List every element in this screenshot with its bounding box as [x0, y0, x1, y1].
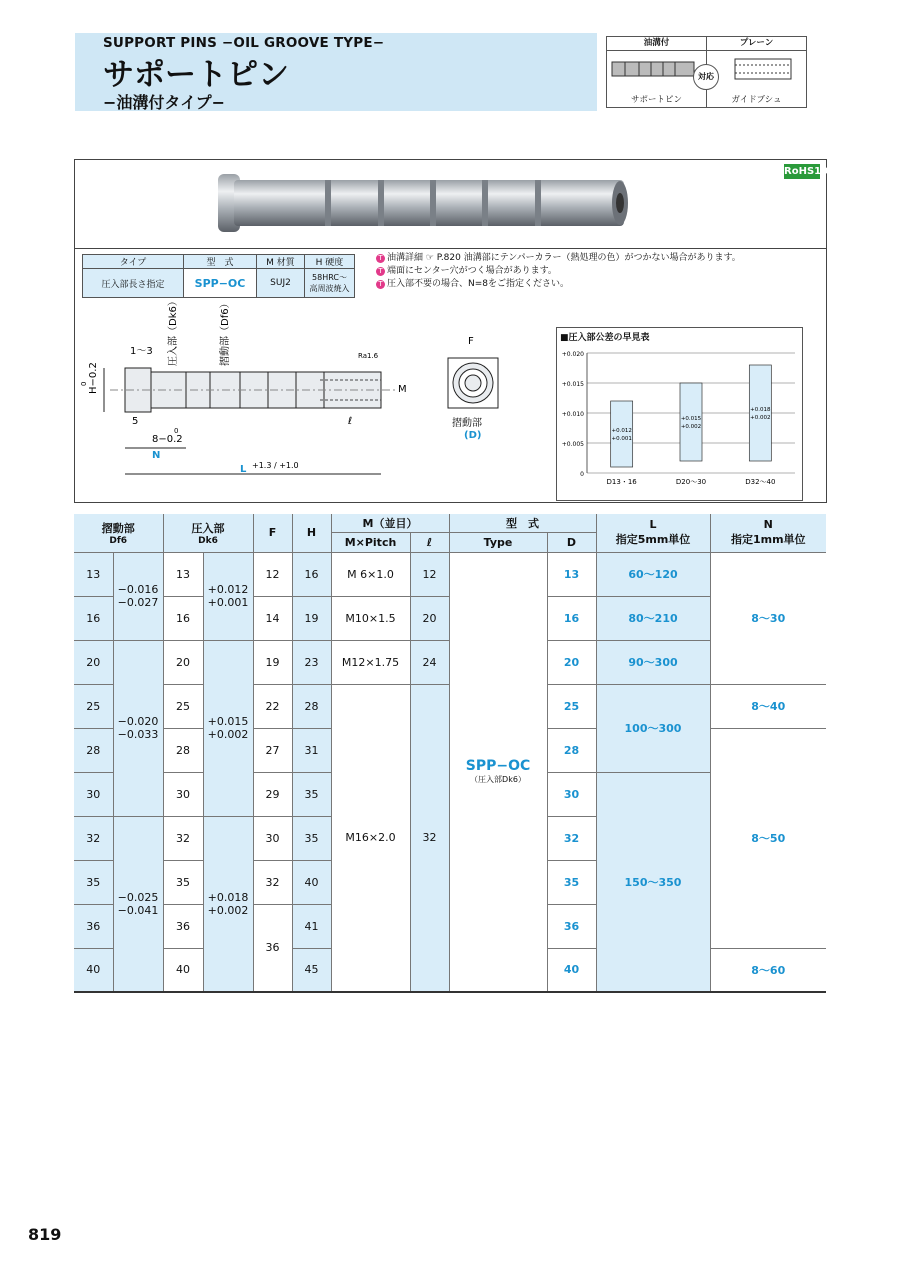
chart-category: D32～40: [745, 478, 776, 486]
product-photo: [210, 172, 630, 234]
slide-section-label: 摺動部: [452, 418, 482, 429]
td-model: SPP−OC: [184, 269, 257, 298]
cell-l: 100～300: [596, 684, 710, 772]
cell-slide: 13: [74, 552, 113, 596]
h-n-sub: 指定1mm単位: [730, 533, 806, 547]
h-ell: ℓ: [410, 532, 449, 552]
type-sub: （圧入部Dk6）: [470, 775, 526, 785]
cell-d: 36: [547, 904, 596, 948]
compat-badge: 対応: [693, 64, 719, 90]
cell-l: 60～120: [596, 552, 710, 596]
cell-d: 25: [547, 684, 596, 728]
cell-ell: 20: [410, 596, 449, 640]
chart-data-label: +0.001: [611, 436, 632, 442]
chart-data-label: +0.002: [750, 415, 771, 421]
h-l: L: [649, 518, 657, 532]
l-tol: +1.3 / +1.0: [252, 461, 299, 470]
technical-drawing: [80, 296, 540, 490]
cell-f: 12: [253, 552, 292, 596]
cell-l: 80～210: [596, 596, 710, 640]
cell-n: 8～40: [710, 684, 826, 728]
cell-press: 32: [163, 816, 203, 860]
title-japanese: サポートピン: [103, 57, 289, 93]
cell-press: 16: [163, 596, 203, 640]
rohs-badge: RoHS10: [784, 166, 829, 177]
cell-slide: 36: [74, 904, 113, 948]
tol-b-upper: −0.020: [117, 715, 159, 728]
cell-h: 28: [292, 684, 331, 728]
cell-n: 8～50: [710, 728, 826, 948]
cell-m: M 6×1.0: [331, 552, 410, 596]
compatibility-box: [606, 36, 807, 108]
cell-press: 36: [163, 904, 203, 948]
cell-h: 45: [292, 948, 331, 992]
tol-b-lower: −0.033: [117, 728, 159, 741]
chart-bar: [611, 401, 633, 467]
compat-label-bush: ガイドブシュ: [731, 95, 782, 105]
th-type: タイプ: [83, 255, 184, 269]
chart-bar: [749, 365, 771, 461]
cell-f: 30: [253, 816, 292, 860]
chart-ytick: +0.020: [561, 351, 584, 358]
cell-press: 40: [163, 948, 203, 992]
cell-slide: 35: [74, 860, 113, 904]
cell-slide: 32: [74, 816, 113, 860]
type-table: [82, 254, 355, 298]
chart-ytick: +0.010: [561, 411, 584, 418]
ra-label: Ra1.6: [358, 352, 379, 360]
td-hardness-2: 高周波焼入: [309, 284, 350, 293]
ptol-a-upper: +0.012: [207, 583, 249, 596]
tol-a-upper: −0.016: [117, 583, 159, 596]
cell-f: 19: [253, 640, 292, 684]
ptol-c-lower: +0.002: [207, 903, 249, 917]
cell-d: 20: [547, 640, 596, 684]
cell-f: 32: [253, 860, 292, 904]
compat-col-oil: 油溝付: [607, 37, 707, 51]
type-value: SPP−OC: [465, 758, 531, 775]
cell-d: 32: [547, 816, 596, 860]
guide-bush-icon: [733, 55, 797, 83]
cell-f: 14: [253, 596, 292, 640]
subtitle: −油溝付タイプ−: [103, 93, 226, 112]
chart-bar: [680, 383, 702, 461]
chart-data-label: +0.012: [611, 428, 632, 434]
cell-h: 41: [292, 904, 331, 948]
cell-f: 29: [253, 772, 292, 816]
chart-ytick: +0.005: [561, 441, 584, 448]
th-material: M 材質: [257, 255, 305, 269]
cell-m: M10×1.5: [331, 596, 410, 640]
slide-label: 摺動部（Df6）: [220, 298, 231, 366]
cell-n: 8～60: [710, 948, 826, 992]
press-label: 圧入部（Dk6）: [168, 296, 179, 366]
compat-col-plain: プレーン: [707, 37, 806, 51]
cell-d: 28: [547, 728, 596, 772]
cell-n: 8～30: [710, 552, 826, 684]
f-label: F: [468, 336, 474, 347]
h-type: Type: [449, 532, 547, 552]
h-press-sub: Dk6: [198, 535, 218, 546]
chart-svg: [557, 328, 802, 500]
cell-h: 31: [292, 728, 331, 772]
h-tol-zero: 0: [80, 381, 88, 386]
cell-press: 13: [163, 552, 203, 596]
cell-h: 16: [292, 552, 331, 596]
chart-ytick: 0: [580, 471, 584, 478]
h-press: 圧入部: [191, 521, 225, 535]
dim-8-zero: 0: [174, 427, 179, 435]
cell-d: 40: [547, 948, 596, 992]
ptol-c-upper: +0.018: [207, 890, 249, 904]
cell-slide: 28: [74, 728, 113, 772]
cell-l: 150～350: [596, 772, 710, 992]
cell-press: 30: [163, 772, 203, 816]
cell-f: 27: [253, 728, 292, 772]
cell-f: 22: [253, 684, 292, 728]
cell-press: 28: [163, 728, 203, 772]
ptol-b-lower: +0.002: [207, 728, 249, 741]
chart-data-label: +0.015: [680, 416, 702, 422]
th-model: 型 式: [184, 255, 257, 269]
cell-ell: 32: [410, 684, 449, 992]
ell-label: ℓ: [348, 416, 353, 427]
cell-press: 25: [163, 684, 203, 728]
page-number: 819: [28, 1225, 62, 1244]
chart-title: ■圧入部公差の早見表: [560, 333, 650, 343]
ptol-a-lower: +0.001: [207, 596, 249, 609]
h-kata: 型 式: [449, 514, 596, 532]
cell-slide: 40: [74, 948, 113, 992]
cell-l: 90～300: [596, 640, 710, 684]
h-h: H: [292, 514, 331, 552]
ptol-b-upper: +0.015: [207, 715, 249, 728]
cell-ell: 12: [410, 552, 449, 596]
title-english: SUPPORT PINS −OIL GROOVE TYPE−: [103, 35, 385, 51]
dim-5: 5: [132, 416, 139, 427]
cell-d: 35: [547, 860, 596, 904]
spec-table: [74, 514, 826, 993]
tol-c-lower: −0.041: [117, 903, 159, 917]
compat-label-pin: サポートピン: [630, 95, 682, 105]
n-label: N: [152, 450, 161, 461]
cell-f: 36: [253, 904, 292, 992]
h-slide: 摺動部: [101, 521, 135, 535]
chart-data-label: +0.002: [680, 424, 702, 430]
chart-ytick: +0.015: [561, 381, 584, 388]
h-m: M（並目）: [331, 514, 449, 532]
tol-a-lower: −0.027: [117, 596, 159, 609]
chart-category: D20～30: [675, 478, 707, 486]
support-pin-icon: [611, 57, 701, 83]
chart-data-label: +0.018: [750, 407, 771, 413]
dim-8: 8−0.2: [152, 434, 183, 445]
cell-slide: 25: [74, 684, 113, 728]
m-label: M: [398, 384, 407, 395]
cell-h: 35: [292, 772, 331, 816]
td-material: SUJ2: [257, 269, 305, 298]
cell-press: 20: [163, 640, 203, 684]
h-d: D: [547, 532, 596, 552]
h-f: F: [253, 514, 292, 552]
cell-d: 16: [547, 596, 596, 640]
cell-slide: 16: [74, 596, 113, 640]
td-hardness-1: 58HRC～: [312, 273, 347, 282]
cell-h: 40: [292, 860, 331, 904]
cell-slide: 20: [74, 640, 113, 684]
cell-d: 13: [547, 552, 596, 596]
title-banner: [75, 33, 597, 111]
h-slide-sub: Df6: [109, 535, 128, 546]
cell-press: 35: [163, 860, 203, 904]
cell-h: 23: [292, 640, 331, 684]
tol-c-upper: −0.025: [117, 890, 159, 904]
cell-m: M16×2.0: [331, 684, 410, 992]
h-l-sub: 指定5mm単位: [615, 533, 691, 547]
tolerance-chart: [556, 327, 803, 501]
note-2: 端面にセンター穴がつく場合があります。: [387, 266, 557, 276]
note-marker-icon: T: [376, 280, 385, 289]
dim-1to3: 1～3: [130, 346, 153, 357]
td-type: 圧入部長さ指定: [83, 269, 184, 298]
th-hardness: H 硬度: [305, 255, 355, 269]
note-marker-icon: T: [376, 254, 385, 263]
notes: [376, 252, 741, 291]
cell-m: M12×1.75: [331, 640, 410, 684]
cell-h: 19: [292, 596, 331, 640]
note-marker-icon: T: [376, 267, 385, 276]
cell-slide: 30: [74, 772, 113, 816]
h-n: N: [763, 518, 773, 532]
chart-category: D13・16: [606, 478, 637, 486]
d-label: (D): [464, 430, 482, 441]
note-3: 圧入部不要の場合、N=8をご指定ください。: [387, 279, 570, 289]
h-tol-label: H−0.2: [88, 362, 99, 394]
cell-d: 30: [547, 772, 596, 816]
h-mxp: M×Pitch: [331, 532, 410, 552]
l-label: L: [240, 464, 247, 475]
cell-ell: 24: [410, 640, 449, 684]
note-1: 油溝詳細 ☞ P.820 油溝部にテンパーカラー（熱処理の色）がつかない場合があります。: [387, 253, 741, 263]
cell-h: 35: [292, 816, 331, 860]
